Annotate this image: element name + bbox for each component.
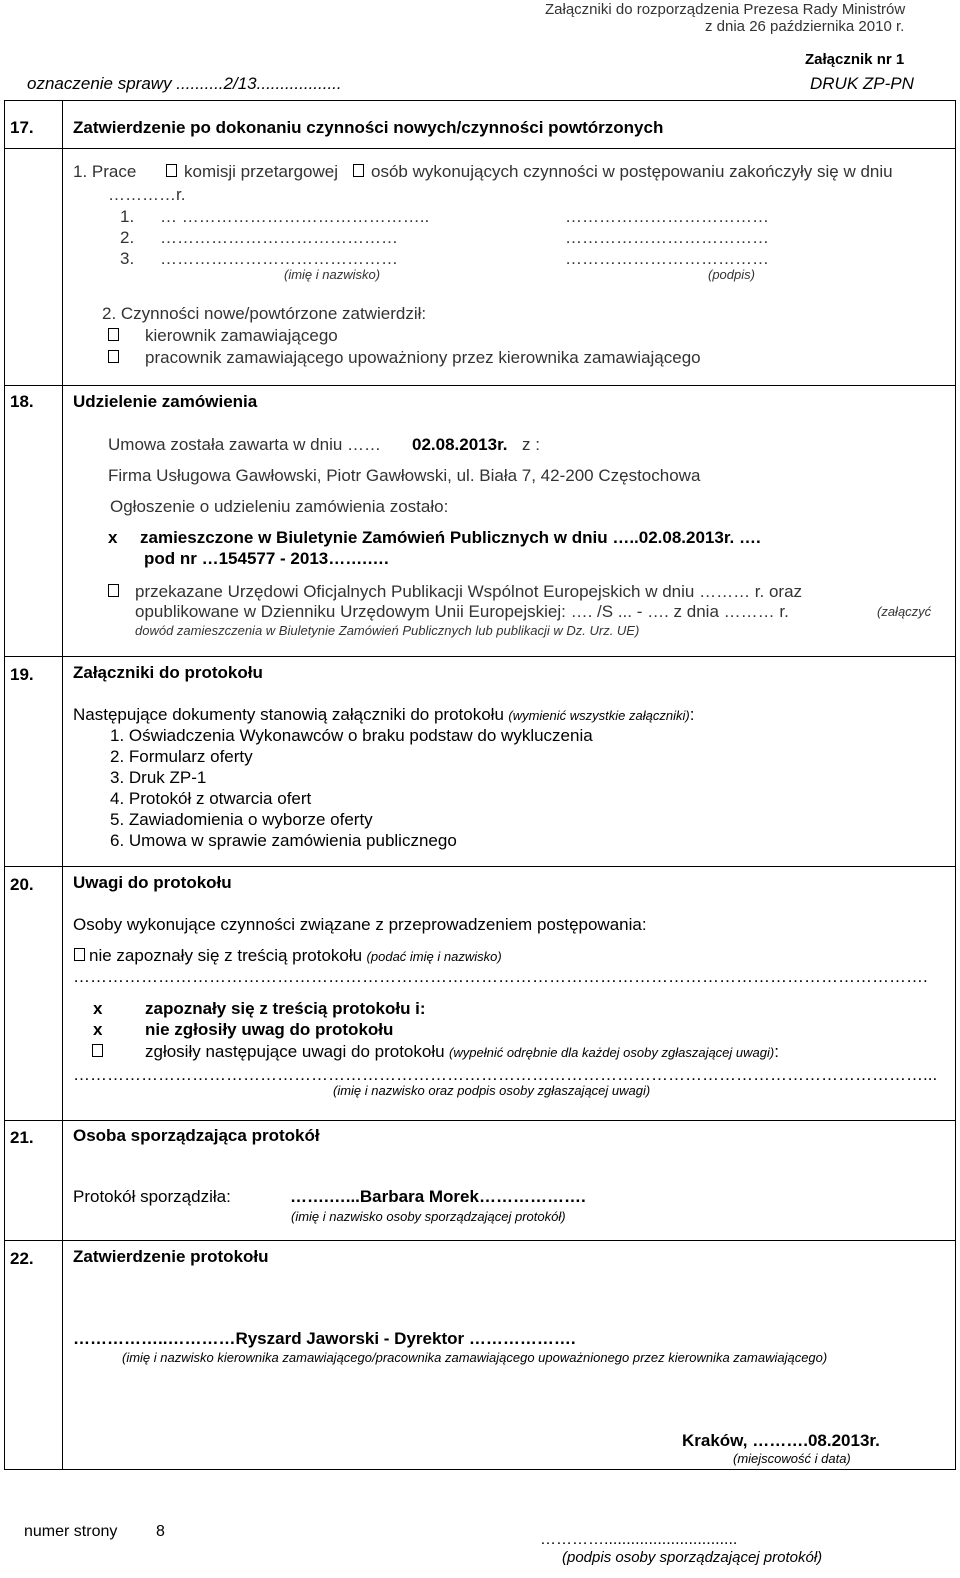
row-divider	[4, 385, 956, 386]
option-head-label: kierownik zamawiającego	[145, 326, 338, 345]
not-read-line: nie zapoznały się z treścią protokołu (podać imię i nazwisko)	[89, 946, 502, 965]
footer-signature-caption: (podpis osoby sporządzającej protokół)	[562, 1549, 823, 1566]
section-20-number: 20.	[10, 875, 34, 894]
s17-p1-prefix: 1. Prace	[73, 162, 137, 181]
notice-label: Ogłoszenie o udzieleniu zamówienia zostało:	[110, 497, 449, 516]
contract-date-label: Umowa została zawarta w dniu ……	[108, 435, 382, 454]
authorized-employee-checkbox[interactable]	[108, 350, 119, 363]
ojeu-note: dowód zamieszczenia w Biuletynie Zamówień Publicznych lub publikacji w Dz. Urz. UE)	[135, 623, 640, 638]
attachments-intro: Następujące dokumenty stanowią załączniki do protokołu (wymienić wszystkie załączniki):	[73, 705, 695, 724]
place-and-date-caption: (miejscowość i data)	[733, 1451, 851, 1466]
not-read-names-field: …………………………………………………………………………………………………………………………………….	[73, 967, 928, 986]
name-caption: (imię i nazwisko)	[284, 267, 381, 282]
row-divider	[4, 1240, 956, 1241]
s17-commission-label: komisji przetargowej	[184, 162, 338, 181]
section-17-title: Zatwierdzenie po dokonaniu czynności nowych/czynności powtórzonych	[73, 118, 664, 137]
bzp-publication: zamieszczone w Biuletynie Zamówień Publicznych w dniu …..02.08.2013r. ….	[140, 528, 761, 547]
section-19-number: 19.	[10, 665, 34, 684]
remarks-field: ……………………………………………………………………………………………………………………………………...	[73, 1065, 938, 1084]
ojeu-line-2: opublikowane w Dzienniku Urzędowym Unii Europejskiej: …. /S ... - …. z dnia ……… r.	[135, 602, 789, 621]
no-remarks-mark: x	[93, 1020, 103, 1039]
approver-caption: (imię i nazwisko kierownika zamawiającego/pracownika zamawiającego upoważnionego przez kierownika zamawiającego)	[122, 1350, 828, 1365]
no-remarks-label: nie zgłosiły uwag do protokołu	[145, 1020, 394, 1039]
row-divider	[4, 866, 956, 867]
attachment-item: 1. Oświadczenia Wykonawców o braku podstaw do wykluczenia	[110, 726, 593, 745]
commission-checkbox[interactable]	[166, 164, 177, 177]
section-17-number: 17.	[10, 118, 34, 137]
signature-caption: (podpis)	[708, 267, 755, 282]
head-of-contracting-authority-checkbox[interactable]	[108, 328, 119, 341]
section-20-title: Uwagi do protokołu	[73, 873, 232, 892]
prepared-by-caption: (imię i nazwisko osoby sporządzającej protokół)	[291, 1209, 566, 1224]
ojeu-note-start: (załączyć	[877, 604, 932, 619]
contract-date-value: 02.08.2013r.	[412, 435, 508, 454]
number-column-divider	[62, 100, 63, 1470]
section-18-number: 18.	[10, 392, 34, 411]
member-1-number: 1.	[120, 207, 135, 226]
section-19-title: Załączniki do protokołu	[73, 663, 263, 682]
member-3-signature-field: ………………………………	[565, 249, 769, 268]
member-2-signature-field: ………………………………	[565, 228, 769, 247]
attachment-item: 4. Protokół z otwarcia ofert	[110, 789, 312, 808]
page-number-label: numer strony	[24, 1523, 118, 1540]
member-1-name-field: … ……………………………………..	[160, 207, 430, 226]
persons-checkbox[interactable]	[353, 164, 364, 177]
prepared-by-value: …….…...Barbara Morek……………….	[290, 1187, 586, 1206]
case-reference: oznaczenie sprawy ..........2/13..................	[27, 74, 342, 93]
form-code: DRUK ZP-PN	[810, 74, 914, 93]
ojeu-line-1: przekazane Urzędowi Oficjalnych Publikacji Wspólnot Europejskich w dniu ……… r. oraz	[135, 582, 803, 601]
approver-value: ……………..…………Ryszard Jaworski - Dyrektor ……………….	[73, 1329, 576, 1348]
option-employee-label: pracownik zamawiającego upoważniony przez kierownika zamawiającego	[145, 348, 701, 367]
attachment-item: 5. Zawiadomienia o wyborze oferty	[110, 810, 373, 829]
place-and-date: Kraków, ……….08.2013r.	[682, 1431, 880, 1450]
s17-p2: 2. Czynności nowe/powtórzone zatwierdził:	[102, 304, 427, 323]
not-read-checkbox[interactable]	[74, 948, 85, 961]
regulation-line-2: z dnia 26 października 2010 r.	[705, 18, 905, 35]
attachment-item: 2. Formularz oferty	[110, 747, 253, 766]
annex-number: Załącznik nr 1	[805, 51, 905, 68]
read-label: zapoznały się z treścią protokołu i:	[145, 999, 426, 1018]
read-mark: x	[93, 999, 103, 1018]
s17-persons-label: osób wykonujących czynności w postępowaniu zakończyły się w dniu	[371, 162, 893, 181]
member-2-number: 2.	[120, 228, 135, 247]
section-22-title: Zatwierdzenie protokołu	[73, 1247, 269, 1266]
remarks-checkbox[interactable]	[92, 1044, 103, 1057]
member-3-name-field: ……………………………………	[160, 249, 398, 268]
attachment-item: 6. Umowa w sprawie zamówienia publicznego	[110, 831, 457, 850]
row-divider	[4, 1120, 956, 1121]
attachment-item: 3. Druk ZP-1	[110, 768, 207, 787]
page-number: 8	[156, 1523, 165, 1540]
contractor-label: z :	[522, 435, 540, 454]
bzp-number: pod nr …154577 - 2013…….….	[144, 549, 389, 568]
contractor-company: Firma Usługowa Gawłowski, Piotr Gawłowski, ul. Biała 7, 42-200 Częstochowa	[108, 466, 701, 485]
persons-intro: Osoby wykonujące czynności związane z przeprowadzeniem postępowania:	[73, 915, 647, 934]
row-divider	[4, 148, 956, 149]
s17-completion-date: …………r.	[108, 185, 186, 204]
remarks-line: zgłosiły następujące uwagi do protokołu (wypełnić odrębnie dla każdej osoby zgłaszającej uwagi):	[145, 1042, 779, 1061]
section-21-title: Osoba sporządzająca protokół	[73, 1126, 320, 1145]
member-3-number: 3.	[120, 249, 135, 268]
remarks-caption: (imię i nazwisko oraz podpis osoby zgłaszającej uwagi)	[333, 1083, 651, 1098]
member-1-signature-field: ………………………………	[565, 207, 769, 226]
bzp-mark: x	[108, 528, 118, 547]
member-2-name-field: ……………………………………	[160, 228, 398, 247]
prepared-by-label: Protokół sporządziła:	[73, 1187, 231, 1206]
regulation-line-1: Załączniki do rozporządzenia Prezesa Rady Ministrów	[545, 1, 906, 18]
section-21-number: 21.	[10, 1128, 34, 1147]
section-22-number: 22.	[10, 1249, 34, 1268]
section-18-title: Udzielenie zamówienia	[73, 392, 258, 411]
footer-signature-field: …………..............................	[540, 1531, 738, 1548]
row-divider	[4, 656, 956, 657]
ojeu-checkbox[interactable]	[108, 584, 119, 597]
